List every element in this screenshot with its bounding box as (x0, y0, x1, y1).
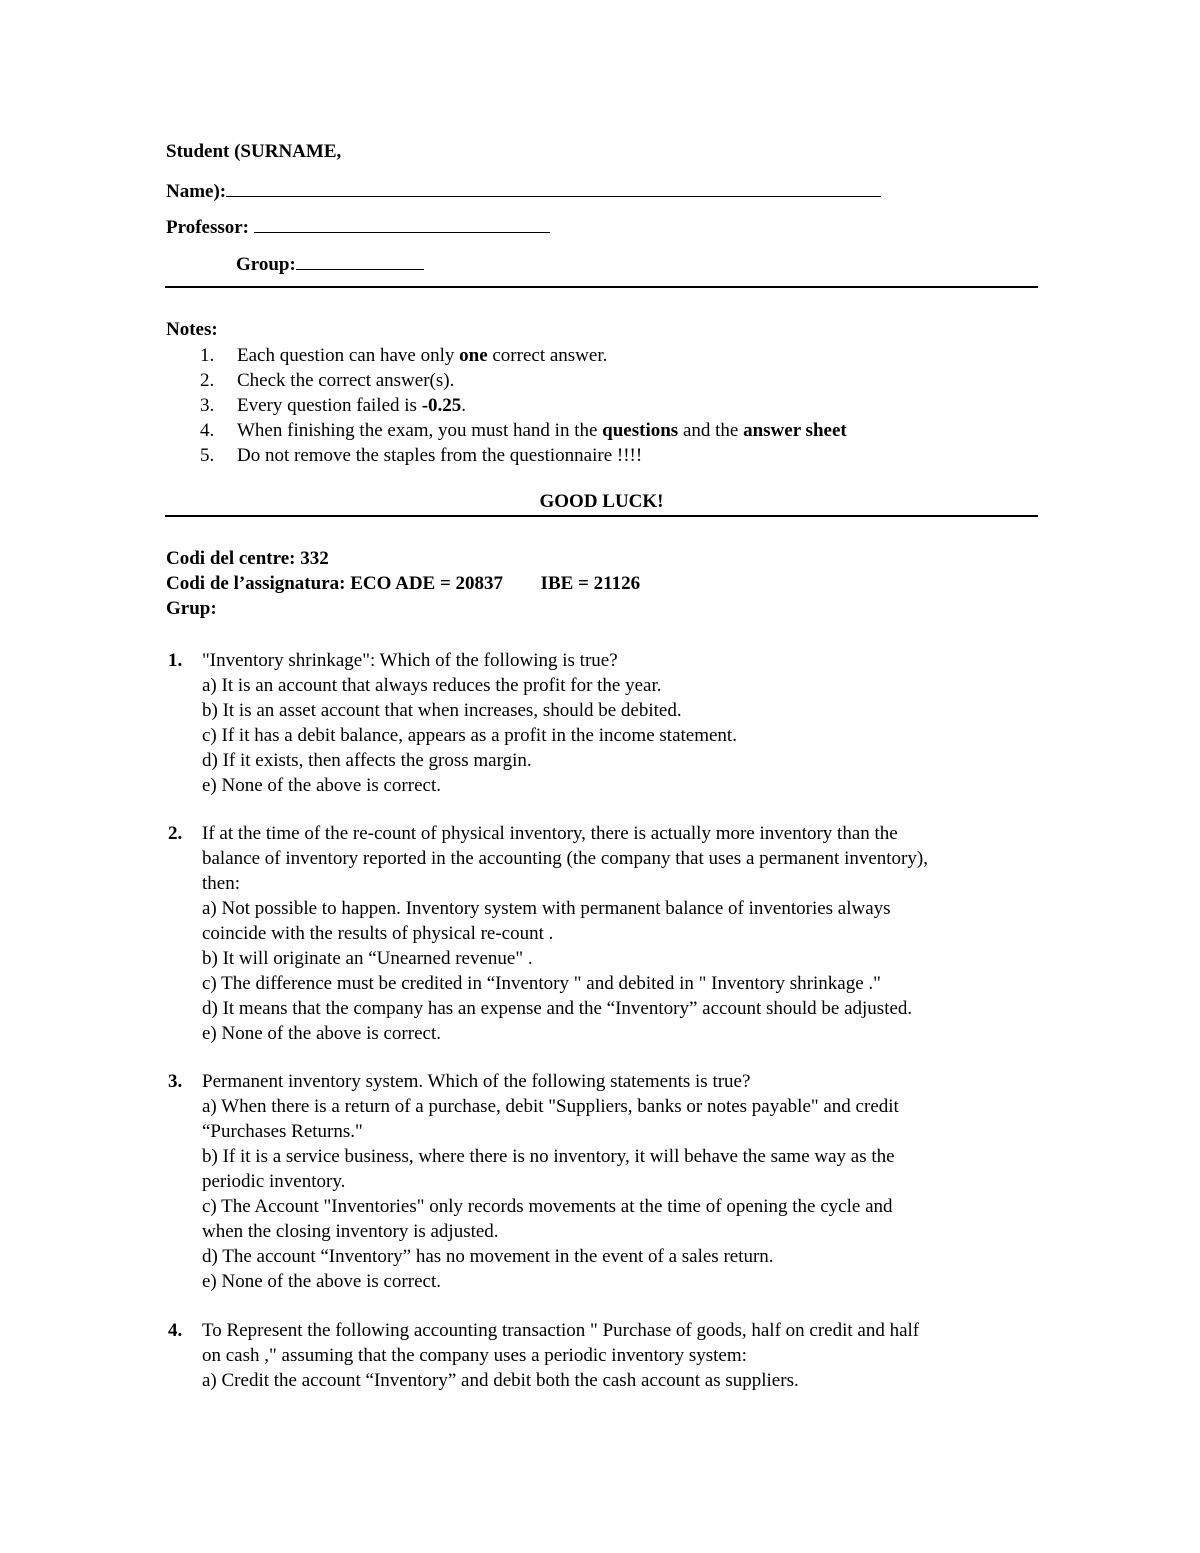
answer-option[interactable]: e) None of the above is correct. (202, 1271, 441, 1292)
question-stem: then: (202, 873, 240, 894)
note-text: Check the correct answer(s). (237, 370, 455, 391)
note-text: Do not remove the staples from the questionnaire !!!! (237, 445, 643, 466)
notes-divider (165, 515, 1038, 517)
eco-ade-code: ECO ADE = 20837 (350, 573, 504, 594)
question-stem: "Inventory shrinkage": Which of the following is true? (202, 650, 618, 671)
note-text: Every question failed is -0.25. (237, 395, 467, 416)
group-label: Group: (236, 254, 296, 275)
grup-label: Grup: (166, 598, 217, 619)
answer-option[interactable]: b) It will originate an “Unearned revenue" . (202, 948, 533, 969)
answer-option[interactable]: b) It is an asset account that when increases, should be debited. (202, 700, 682, 721)
group-blank[interactable] (296, 253, 424, 270)
question-number: 1. (168, 650, 183, 671)
answer-option[interactable]: a) It is an account that always reduces the profit for the year. (202, 675, 662, 696)
answer-option[interactable]: e) None of the above is correct. (202, 775, 441, 796)
answer-option[interactable]: e) None of the above is correct. (202, 1023, 441, 1044)
answer-option[interactable]: d) The account “Inventory” has no movement in the event of a sales return. (202, 1246, 774, 1267)
name-field-row (166, 180, 881, 203)
centre-code: Codi del centre: 332 (166, 548, 329, 569)
question-stem: on cash ," assuming that the company uses a periodic inventory system: (202, 1345, 747, 1366)
answer-option[interactable]: a) Not possible to happen. Inventory system with permanent balance of inventories always (202, 898, 891, 919)
professor-blank[interactable] (254, 216, 550, 233)
note-text: When finishing the exam, you must hand in the questions and the answer sheet (237, 420, 847, 441)
answer-option-continued[interactable]: when the closing inventory is adjusted. (202, 1221, 499, 1242)
note-number: 3. (200, 395, 215, 416)
question-3 (166, 1069, 1046, 1294)
answer-option-continued[interactable]: coincide with the results of physical re-count . (202, 923, 554, 944)
name-blank[interactable] (226, 180, 881, 197)
professor-field-row (166, 216, 550, 239)
note-number: 5. (200, 445, 215, 466)
answer-option[interactable]: d) It means that the company has an expense and the “Inventory” account should be adjusted. (202, 998, 913, 1019)
note-number: 4. (200, 420, 215, 441)
question-stem: balance of inventory reported in the accounting (the company that uses a permanent inventory), (202, 848, 928, 869)
name-label: Name): (166, 181, 227, 202)
note-number: 2. (200, 370, 215, 391)
good-luck-heading: GOOD LUCK! (539, 491, 664, 512)
answer-option[interactable]: b) If it is a service business, where there is no inventory, it will behave the same way as the (202, 1146, 895, 1167)
question-stem: Permanent inventory system. Which of the following statements is true? (202, 1071, 751, 1092)
question-4 (166, 1318, 1046, 1393)
note-number: 1. (200, 345, 215, 366)
answer-option[interactable]: c) The Account "Inventories" only records movements at the time of opening the cycle and (202, 1196, 893, 1217)
answer-option[interactable]: a) Credit the account “Inventory” and debit both the cash account as suppliers. (202, 1370, 799, 1391)
question-2 (166, 821, 1046, 1046)
answer-option[interactable]: c) The difference must be credited in “Inventory " and debited in " Inventory shrinkage ." (202, 973, 881, 994)
notes-list (166, 343, 966, 468)
note-text: Each question can have only one correct answer. (237, 345, 608, 366)
question-stem: If at the time of the re-count of physical inventory, there is actually more inventory than the (202, 823, 898, 844)
question-number: 3. (168, 1071, 183, 1092)
student-label: Student (SURNAME, (166, 141, 342, 162)
answer-option[interactable]: d) If it exists, then affects the gross margin. (202, 750, 532, 771)
header-divider (165, 286, 1038, 288)
ibe-code: IBE = 21126 (540, 573, 641, 594)
answer-option-continued[interactable]: “Purchases Returns." (202, 1121, 363, 1142)
notes-title: Notes: (166, 319, 218, 340)
professor-label: Professor: (166, 217, 250, 238)
subject-code-row (166, 573, 640, 595)
subject-code-label: Codi de l’assignatura: (166, 573, 346, 594)
question-number: 2. (168, 823, 183, 844)
answer-option[interactable]: a) When there is a return of a purchase, debit "Suppliers, banks or notes payable" and credit (202, 1096, 899, 1117)
answer-option-continued[interactable]: periodic inventory. (202, 1171, 346, 1192)
answer-option[interactable]: c) If it has a debit balance, appears as a profit in the income statement. (202, 725, 737, 746)
question-1 (166, 648, 1046, 798)
question-stem: To Represent the following accounting transaction " Purchase of goods, half on credit and half (202, 1320, 920, 1341)
group-field-row (236, 253, 424, 276)
question-number: 4. (168, 1320, 183, 1341)
